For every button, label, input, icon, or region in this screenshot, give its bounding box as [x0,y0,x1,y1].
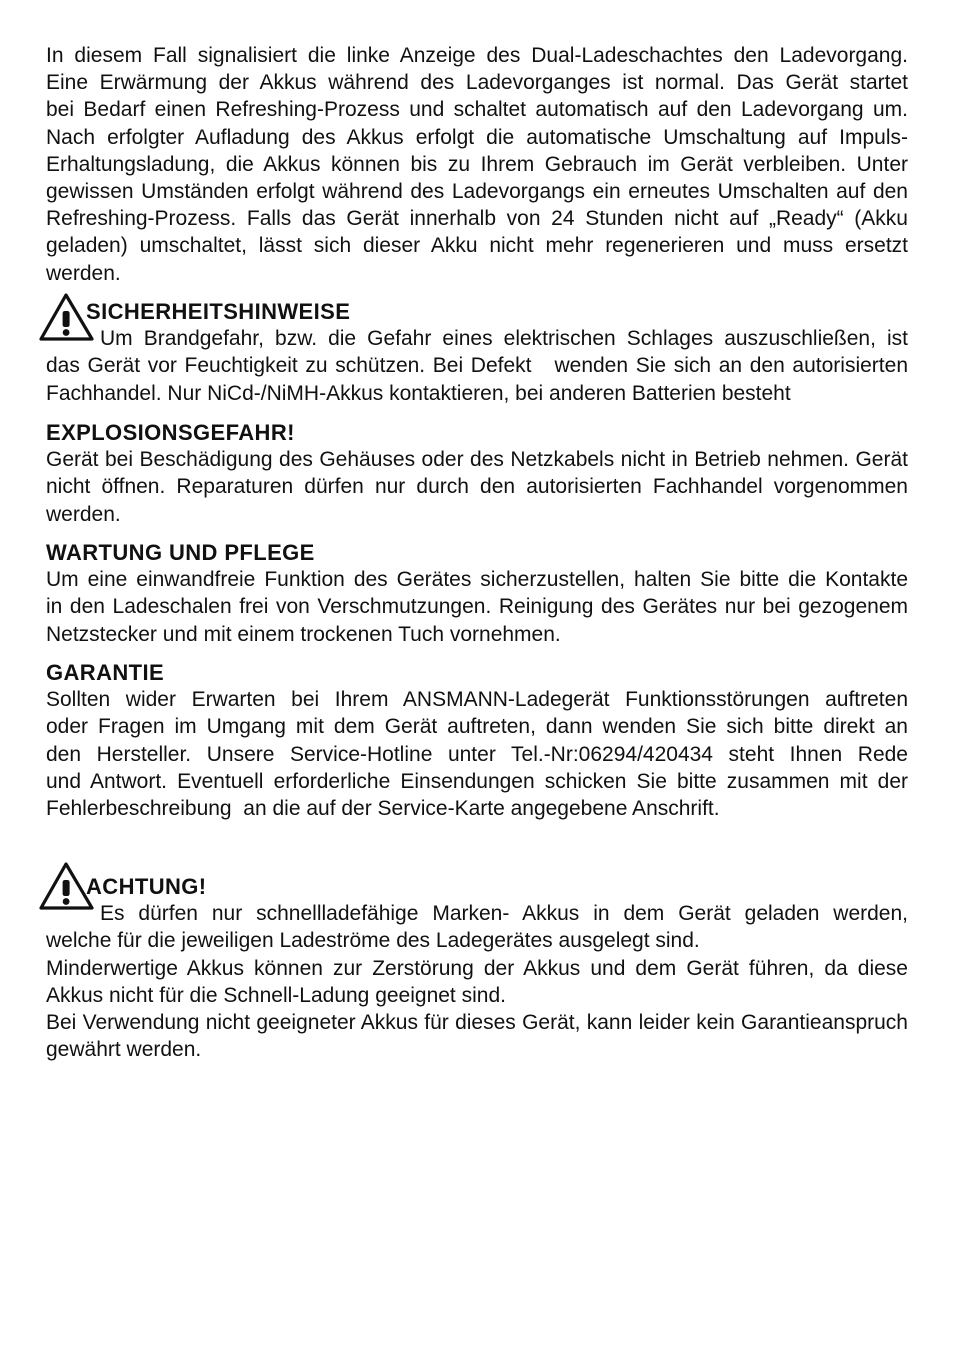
text-line: werden. [46,261,121,285]
text-line: werden. [46,502,121,526]
text-line: Um eine einwandfreie Funktion des Gerätes sicherzustellen, halten Sie bitte die Kontakte [46,568,908,592]
text-line: gewissen Umständen erfolgt während des Ladevorgangs ein erneutes Umschalten auf den [46,179,908,203]
text-line: Gerät bei Beschädigung des Gehäuses oder des Netzkabels nicht in Betrieb nehmen. Gerät [46,448,908,472]
text-line: Akkus nicht für die Schnell-Ladung geeignet sind. [46,983,506,1007]
section-heading: EXPLOSIONSGEFAHR! [46,420,295,445]
section-maintenance [46,539,908,648]
text-line: geladen) umschaltet, lässt sich dieser Akku nicht mehr regenerieren und muss ersetzt [46,234,908,258]
section-heading: SICHERHEITSHINWEISE [86,299,351,324]
text-line: Bei Verwendung nicht geeigneter Akkus für dieses Gerät, kann leider kein Garantieanspruch [46,1010,908,1034]
text-line: Um Brandgefahr, bzw. die Gefahr eines elektrischen Schlages auszuschließen, ist [100,327,908,351]
text-line: Nach erfolgter Aufladung des Akkus erfolgt die automatische Umschaltung auf Impuls- [46,125,908,149]
warning-triangle-icon [39,292,96,342]
text-line: Fehlerbeschreibung an die auf der Service-Karte angegebene Anschrift. [46,796,720,820]
text-line: Refreshing-Prozess. Falls das Gerät innerhalb von 24 Stunden nicht auf „Ready“ (Akku [46,207,908,231]
text-line: oder Fragen im Umgang mit dem Gerät auftreten, dann wenden Sie sich bitte direkt an [46,715,908,739]
text-line: und Antwort. Eventuell erforderliche Einsendungen schicken Sie bitte zusammen mit der [46,769,908,793]
text-line: Netzstecker und mit einem trockenen Tuch vornehmen. [46,622,561,646]
section-heading: WARTUNG UND PFLEGE [46,540,315,565]
text-line: gewährt werden. [46,1038,202,1062]
section-heading: ACHTUNG! [86,874,207,899]
section-heading: GARANTIE [46,660,165,685]
text-line: Fachhandel. Nur NiCd-/NiMH-Akkus kontaktieren, bei anderen Batterien besteht [46,381,791,405]
text-line: den Hersteller. Unsere Service-Hotline unter Tel.-Nr:06294/420434 steht Ihnen Rede [46,742,908,766]
text-line: Es dürfen nur schnellladefähige Marken- Akkus in dem Gerät geladen werden, [100,902,908,926]
text-line: Eine Erwärmung der Akkus während des Ladevorganges ist normal. Das Gerät startet [46,71,908,95]
text-line: nicht öffnen. Reparaturen dürfen nur durch den autorisierten Fachhandel vorgenommen [46,475,908,499]
section-safety [46,298,908,407]
text-line: Erhaltungsladung, die Akkus können bis zu Ihrem Gebrauch im Gerät verbleiben. Unter [46,152,908,176]
text-line: Minderwertige Akkus können zur Zerstörung der Akkus und dem Gerät führen, da diese [46,956,908,980]
text-line: Sollten wider Erwarten bei Ihrem ANSMANN-Ladegerät Funktionsstörungen auftreten [46,688,908,712]
section-caution [46,873,908,1063]
warning-triangle-icon [39,861,96,911]
section-intro [46,42,908,287]
section-explosion [46,419,908,528]
text-line: das Gerät vor Feuchtigkeit zu schützen. Bei Defekt wenden Sie sich an den autorisierten [46,354,908,378]
text-line: In diesem Fall signalisiert die linke Anzeige des Dual-Ladeschachtes den Ladevorgang. [46,44,908,67]
text-line: welche für die jeweiligen Ladeströme des Ladegerätes ausgelegt sind. [46,929,700,953]
text-line: in den Ladeschalen frei von Verschmutzungen. Reinigung des Gerätes nur bei gezogenem [46,595,908,619]
section-warranty [46,659,908,822]
text-line: bei Bedarf einen Refreshing-Prozess und schaltet automatisch auf den Ladevorgang um. [46,98,908,122]
